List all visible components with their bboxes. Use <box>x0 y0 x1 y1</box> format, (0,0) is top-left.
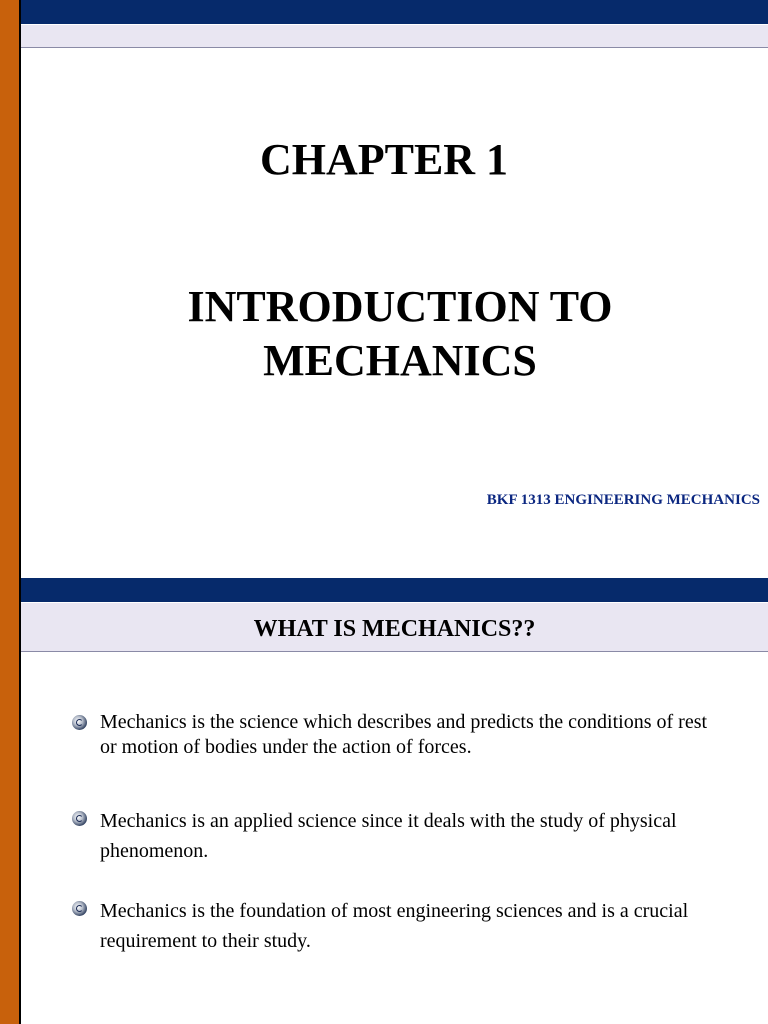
header-navy-band <box>21 578 768 602</box>
title-line-1: INTRODUCTION TO <box>187 282 613 331</box>
list-item <box>72 710 712 760</box>
bullet-text: Mechanics is the foundation of most engineering sciences and is a crucial requirement to their study. <box>100 900 689 952</box>
course-code: BKF 1313 ENGINEERING MECHANICS <box>486 492 760 508</box>
header-lavender-band <box>21 25 768 48</box>
list-item <box>72 806 712 866</box>
left-accent-bar <box>0 0 19 512</box>
bullet-swirl-icon <box>72 715 87 730</box>
chapter-title: CHAPTER 1 <box>259 135 509 184</box>
bullet-swirl-icon <box>72 811 87 826</box>
header-navy-band <box>21 0 768 24</box>
left-accent-bar <box>0 512 19 1024</box>
bullet-text: Mechanics is an applied science since it deals with the study of physical phenomenon. <box>100 810 677 862</box>
bullet-text: Mechanics is the science which describes and predicts the conditions of rest or motion of bodies under the action of forces. <box>100 711 708 758</box>
list-item <box>72 896 712 956</box>
slide-main-title <box>120 280 680 388</box>
left-accent-divider <box>19 0 21 512</box>
slide-what-is-mechanics <box>0 512 768 1024</box>
slide-heading: WHAT IS MECHANICS?? <box>253 616 536 642</box>
bullet-swirl-icon <box>72 901 87 916</box>
title-line-2: MECHANICS <box>263 336 537 385</box>
